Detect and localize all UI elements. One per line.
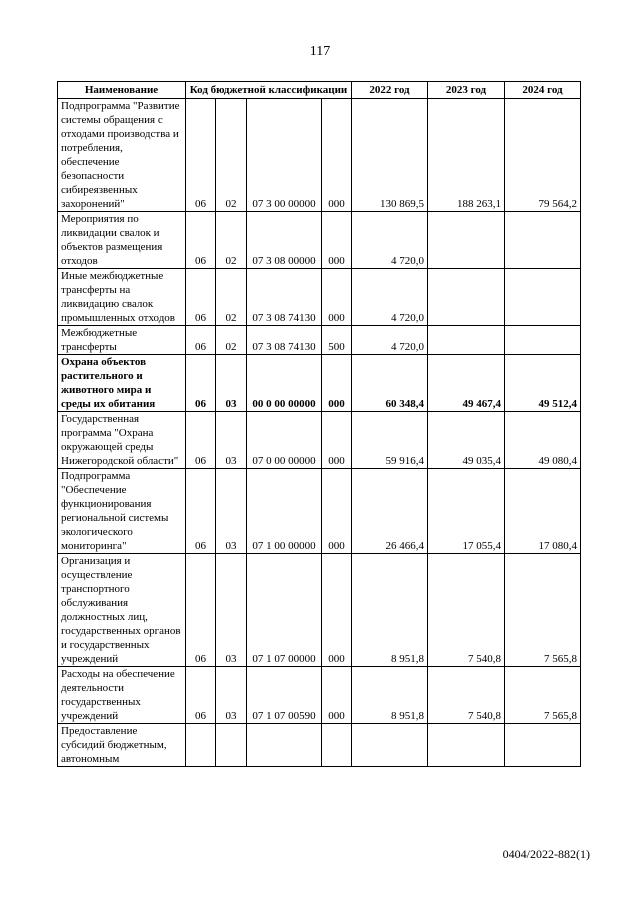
row-code-subsection bbox=[216, 724, 247, 767]
row-2024: 7 565,8 bbox=[505, 554, 581, 667]
row-2024: 7 565,8 bbox=[505, 667, 581, 724]
row-code-subsection: 03 bbox=[216, 355, 247, 412]
row-code-section: 06 bbox=[186, 412, 216, 469]
document-code: 0404/2022-882(1) bbox=[502, 847, 590, 861]
row-code-subsection: 02 bbox=[216, 99, 247, 212]
header-2022: 2022 год bbox=[352, 82, 428, 99]
row-2023 bbox=[428, 724, 505, 767]
table-row bbox=[58, 724, 581, 767]
row-code-target: 07 3 00 00000 bbox=[247, 99, 322, 212]
row-code-target: 07 0 00 00000 bbox=[247, 412, 322, 469]
row-code-section: 06 bbox=[186, 99, 216, 212]
row-code-expense-type: 000 bbox=[322, 355, 352, 412]
row-code-target: 07 1 00 00000 bbox=[247, 469, 322, 554]
row-code-target: 07 3 08 74130 bbox=[247, 326, 322, 355]
row-code-subsection: 03 bbox=[216, 412, 247, 469]
row-2024: 17 080,4 bbox=[505, 469, 581, 554]
budget-table bbox=[57, 81, 581, 767]
row-code-expense-type: 000 bbox=[322, 554, 352, 667]
row-code-expense-type: 000 bbox=[322, 269, 352, 326]
table-row bbox=[58, 469, 581, 554]
row-name: Мероприятия по ликвидации свалок и объектов размещения отходов bbox=[58, 212, 186, 269]
row-code-expense-type: 000 bbox=[322, 99, 352, 212]
table-row bbox=[58, 326, 581, 355]
row-name: Государственная программа "Охрана окружающей среды Нижегородской области" bbox=[58, 412, 186, 469]
row-name: Охрана объектов растительного и животного мира и среды их обитания bbox=[58, 355, 186, 412]
row-2023 bbox=[428, 326, 505, 355]
row-code-expense-type bbox=[322, 724, 352, 767]
row-code-target: 07 3 08 00000 bbox=[247, 212, 322, 269]
row-2023: 188 263,1 bbox=[428, 99, 505, 212]
row-name: Подпрограмма "Обеспечение функционирования региональной системы экологического мониторинга" bbox=[58, 469, 186, 554]
row-code-section: 06 bbox=[186, 212, 216, 269]
table-row-bold bbox=[58, 355, 581, 412]
row-code-expense-type: 000 bbox=[322, 667, 352, 724]
row-code-expense-type: 000 bbox=[322, 469, 352, 554]
row-2022: 130 869,5 bbox=[352, 99, 428, 212]
row-2024 bbox=[505, 724, 581, 767]
row-name: Предоставление субсидий бюджетным, автономным bbox=[58, 724, 186, 767]
row-code-section: 06 bbox=[186, 326, 216, 355]
header-2024: 2024 год bbox=[505, 82, 581, 99]
row-2022: 8 951,8 bbox=[352, 667, 428, 724]
row-code-subsection: 03 bbox=[216, 469, 247, 554]
page-number: 117 bbox=[309, 44, 331, 59]
header-code: Код бюджетной классификации bbox=[186, 82, 352, 99]
row-2024: 79 564,2 bbox=[505, 99, 581, 212]
table-header-row bbox=[58, 82, 581, 99]
table-row bbox=[58, 412, 581, 469]
header-2023: 2023 год bbox=[428, 82, 505, 99]
row-code-target: 00 0 00 00000 bbox=[247, 355, 322, 412]
row-code-subsection: 03 bbox=[216, 554, 247, 667]
row-2022: 4 720,0 bbox=[352, 269, 428, 326]
row-code-section: 06 bbox=[186, 469, 216, 554]
row-name: Организация и осуществление транспортного обслуживания должностных лиц, государственных органов и государственных учреждений bbox=[58, 554, 186, 667]
row-2024 bbox=[505, 212, 581, 269]
row-code-section: 06 bbox=[186, 269, 216, 326]
row-2024: 49 512,4 bbox=[505, 355, 581, 412]
header-name: Наименование bbox=[58, 82, 186, 99]
row-2023: 49 467,4 bbox=[428, 355, 505, 412]
row-2022: 26 466,4 bbox=[352, 469, 428, 554]
row-name: Межбюджетные трансферты bbox=[58, 326, 186, 355]
row-code-section: 06 bbox=[186, 355, 216, 412]
row-2023: 7 540,8 bbox=[428, 554, 505, 667]
row-2024: 49 080,4 bbox=[505, 412, 581, 469]
row-code-target: 07 1 07 00000 bbox=[247, 554, 322, 667]
row-2022: 4 720,0 bbox=[352, 326, 428, 355]
table-row bbox=[58, 667, 581, 724]
row-code-section: 06 bbox=[186, 554, 216, 667]
row-2022 bbox=[352, 724, 428, 767]
table-row bbox=[58, 269, 581, 326]
row-2023: 49 035,4 bbox=[428, 412, 505, 469]
row-name: Иные межбюджетные трансферты на ликвидацию свалок промышленных отходов bbox=[58, 269, 186, 326]
row-code-subsection: 02 bbox=[216, 212, 247, 269]
row-2023 bbox=[428, 212, 505, 269]
row-code-expense-type: 000 bbox=[322, 412, 352, 469]
row-2023: 7 540,8 bbox=[428, 667, 505, 724]
row-2022: 60 348,4 bbox=[352, 355, 428, 412]
row-code-target: 07 3 08 74130 bbox=[247, 269, 322, 326]
row-code-section bbox=[186, 724, 216, 767]
row-2023: 17 055,4 bbox=[428, 469, 505, 554]
row-code-subsection: 02 bbox=[216, 326, 247, 355]
row-2024 bbox=[505, 326, 581, 355]
row-code-section: 06 bbox=[186, 667, 216, 724]
row-code-target bbox=[247, 724, 322, 767]
row-2023 bbox=[428, 269, 505, 326]
table-row bbox=[58, 554, 581, 667]
row-code-subsection: 02 bbox=[216, 269, 247, 326]
row-2022: 59 916,4 bbox=[352, 412, 428, 469]
row-code-target: 07 1 07 00590 bbox=[247, 667, 322, 724]
row-2022: 8 951,8 bbox=[352, 554, 428, 667]
row-code-subsection: 03 bbox=[216, 667, 247, 724]
table-row bbox=[58, 99, 581, 212]
table-row bbox=[58, 212, 581, 269]
row-code-expense-type: 000 bbox=[322, 212, 352, 269]
row-name: Расходы на обеспечение деятельности государственных учреждений bbox=[58, 667, 186, 724]
row-2022: 4 720,0 bbox=[352, 212, 428, 269]
row-code-expense-type: 500 bbox=[322, 326, 352, 355]
row-name: Подпрограмма "Развитие системы обращения с отходами производства и потребления, обеспечение безопасности сибиреязвенных захоронений" bbox=[58, 99, 186, 212]
row-2024 bbox=[505, 269, 581, 326]
